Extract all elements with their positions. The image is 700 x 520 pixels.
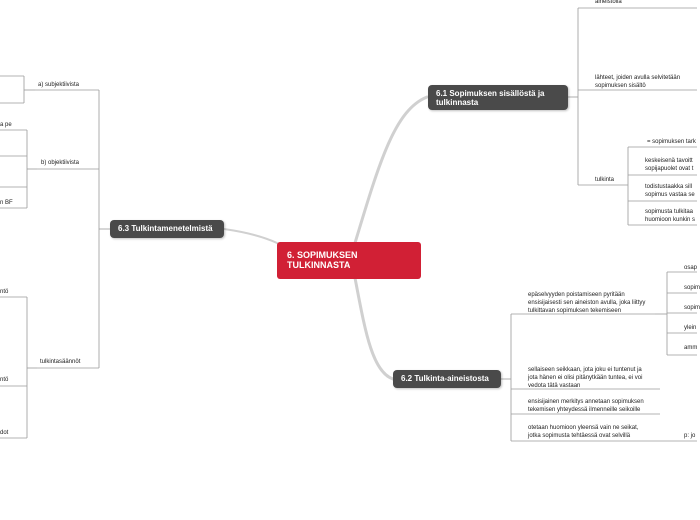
leaf-osapuolet[interactable]: osap [684, 265, 698, 271]
branch-tulkinta-aineistosta[interactable] [393, 370, 501, 388]
branch-63-title: 6.3 Tulkintamenetelmistä [118, 224, 213, 233]
leaf-sopimus-b[interactable]: sopim [684, 305, 700, 311]
leaf-epaselvyyden-line3: tulkittavan sopimuksen tekemiseen [528, 307, 622, 314]
leaf-tavoite-line2: sopijapuolet ovat t [645, 165, 694, 172]
leaf-fragment-dot[interactable]: dot [0, 430, 9, 436]
leaf-ensisijainen[interactable] [528, 399, 644, 415]
leaf-fragment-pe[interactable]: a pe [0, 122, 12, 128]
leaf-tarkoitus[interactable]: = sopimuksen tark [647, 139, 696, 145]
central-title-line2: TULKINNASTA [287, 260, 351, 271]
tree-63 [0, 76, 110, 438]
leaf-lahteet[interactable] [595, 75, 680, 91]
leaf-ensisijainen-line1: ensisijainen merkitys annetaan sopimuksen [528, 399, 644, 405]
connector-central-62 [355, 278, 393, 379]
leaf-objektiivista[interactable]: b) objektiivista [41, 160, 80, 166]
leaf-epaselvyyden-line1: epäselvyyden poistamiseen pyritään [528, 292, 625, 298]
leaf-otetaan-line2: jotka sopimusta tehtäessä ovat selvillä [528, 432, 631, 439]
leaf-tulkitaan-line2: huomioon kunkin s [645, 216, 696, 223]
leaf-otetaan-side[interactable]: p: jo [684, 433, 696, 439]
leaf-lahteet-line1: lähteet, joiden avulla selvitetään [595, 75, 681, 81]
leaf-otetaan-line1: otetaan huomioon yleensä vain ne seikat, [528, 425, 639, 431]
leaf-todistustaakka-line1: todistustaakka sill [645, 184, 693, 190]
leaf-tulkitaan-line1: sopimusta tulkitaa [645, 209, 694, 215]
leaf-tulkintasaannot[interactable]: tulkintasäännöt [40, 359, 81, 365]
central-topic[interactable] [277, 242, 421, 279]
leaf-sellaiseen[interactable] [528, 367, 642, 390]
leaf-epaselvyyden-line2: ensisijaisesti sen aineiston avulla, joka liittyy [528, 299, 646, 306]
branch-61-title-line2: tulkinnasta [436, 98, 479, 108]
connector-central-63 [224, 229, 277, 243]
leaf-todistustaakka-line2: sopimus vastaa se [645, 191, 695, 198]
leaf-tavoite[interactable] [645, 158, 693, 174]
leaf-tulkinta[interactable]: tulkinta [595, 177, 615, 183]
leaf-sellaiseen-line1: sellaiseen seikkaan, jota joku ei tuntenut ja [528, 367, 642, 373]
leaf-sopimus-a[interactable]: sopim [684, 285, 700, 291]
leaf-ammatti[interactable]: amm [684, 345, 698, 351]
branch-tulkintamenetelmista[interactable] [110, 220, 224, 238]
leaf-sellaiseen-line2: jota hänen ei olisi pitänytkään tuntea, ei voi [528, 374, 643, 381]
leaf-fragment-nto-2[interactable]: ntö [0, 377, 9, 383]
leaf-otetaan[interactable] [528, 425, 638, 441]
branch-61-title-line1: 6.1 Sopimuksen sisällöstä ja [436, 89, 545, 98]
leaf-todistustaakka[interactable] [645, 184, 695, 200]
leaf-tavoite-line1: keskeisenä tavoitt [645, 158, 693, 164]
connector-central-61 [355, 97, 427, 243]
leaf-epaselvyyden[interactable] [528, 292, 645, 315]
leaf-tulkitaan[interactable] [645, 209, 695, 225]
leaf-fragment-bf[interactable]: n BF [0, 200, 13, 206]
central-title-line1: 6. SOPIMUKSEN [287, 250, 358, 260]
branch-62-title: 6.2 Tulkinta-aineistosta [401, 374, 489, 383]
leaf-yleinen[interactable]: ylein [684, 325, 697, 331]
leaf-subjektiivista[interactable]: a) subjektiivista [38, 82, 80, 88]
leaf-ensisijainen-line2: tekemisen yhteydessä ilmenneille seikoille [528, 406, 641, 413]
branch-sopimuksen-sisallosta[interactable] [428, 85, 568, 110]
leaf-aineistolla[interactable]: aineistolla [595, 0, 622, 5]
leaf-fragment-nto-1[interactable]: ntö [0, 289, 9, 295]
leaf-sellaiseen-line3: vedota tätä vastaan [528, 382, 581, 389]
leaf-lahteet-line2: sopimuksen sisältö [595, 82, 646, 89]
